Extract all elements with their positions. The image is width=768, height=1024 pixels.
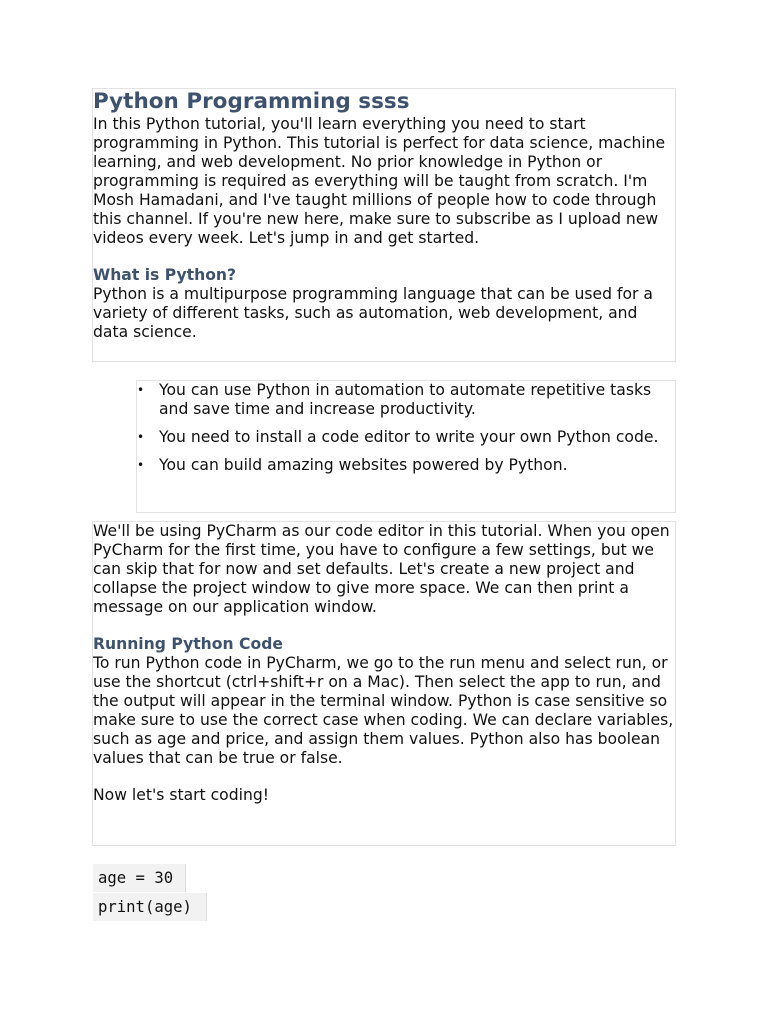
bullet-list	[137, 381, 675, 475]
bullet-icon: •	[137, 458, 145, 472]
running-code-paragraph: To run Python code in PyCharm, we go to the run menu and select run, or use the shortcut (ctrl+shift+r on a Mac). Then select the app to run, and the output will appear in the terminal window. Python is case sensitive so make sure to use the correct case when coding. We can declare variables, such as age and price, and assign them values. Python also has boolean values that can be true or false.	[93, 654, 674, 767]
pycharm-paragraph: We'll be using PyCharm as our code editor in this tutorial. When you open PyCharm for the first time, you have to configure a few settings, but we can skip that for now and set defaults. Let's create a new project and collapse the project window to give more space. We can then print a message on our application window.	[93, 522, 670, 616]
code-line-1: age = 30	[93, 864, 186, 892]
code-line-2: print(age)	[93, 893, 207, 921]
intro-paragraph: In this Python tutorial, you'll learn everything you need to start programming in Python. This tutorial is perfect for data science, machine learning, and web development. No prior knowledge in Python or programming is required as everything will be taught from scratch. I'm Mosh Hamadani, and I've taught millions of people how to code through this channel. If you're new here, make sure to subscribe as I upload new videos every week. Let's jump in and get started.	[93, 115, 666, 247]
what-is-python-paragraph: Python is a multipurpose programming language that can be used for a variety of different tasks, such as automation, web development, and data science.	[93, 285, 653, 341]
list-item: • You need to install a code editor to write your own Python code.	[137, 428, 659, 446]
bullet-icon: •	[137, 383, 145, 397]
what-is-python-heading: What is Python?	[93, 266, 237, 284]
bullet-icon: •	[137, 430, 145, 444]
bullet-section	[136, 380, 676, 513]
intro-section	[92, 88, 676, 362]
running-code-heading: Running Python Code	[93, 635, 283, 653]
list-item: • You can build amazing websites powered by Python.	[137, 456, 568, 474]
closing-paragraph: Now let's start coding!	[93, 786, 269, 804]
list-item: • You can use Python in automation to automate repetitive tasks and save time and increase productivity.	[137, 381, 652, 418]
pycharm-section	[92, 521, 676, 846]
page-title: Python Programming ssss	[93, 89, 410, 114]
